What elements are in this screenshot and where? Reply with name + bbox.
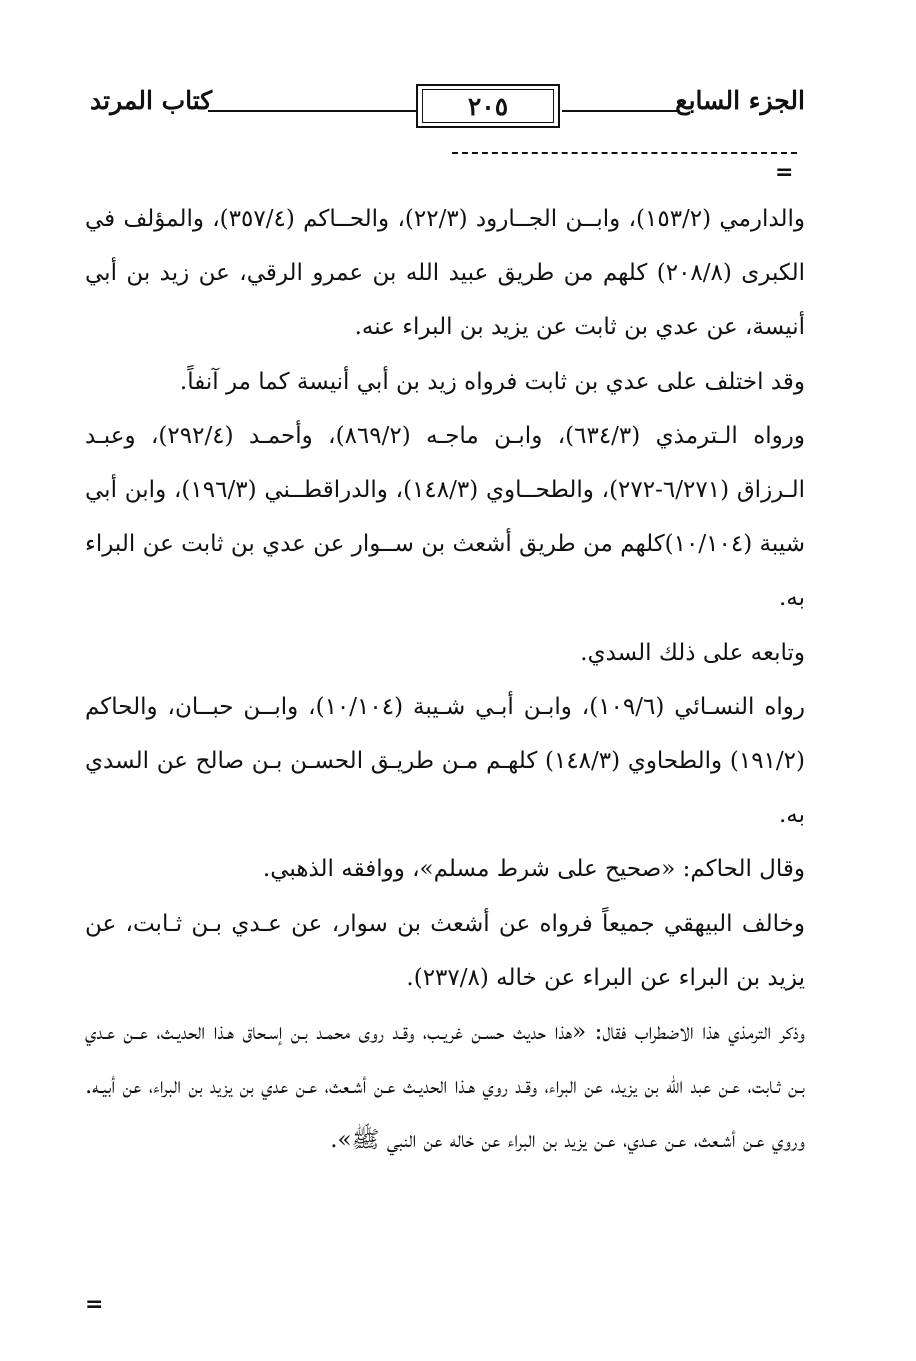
paragraph: رواه النسـائي (١٠٩/٦)، وابـن أبـي شـيبة (١٠/١٠٤)، وابــن حبــان، والحاكم (١٩١/٢) والطحاوي (١٤٨/٣) كلهـم مـن طريـق الحسـن بـن صالح عن السدي به. (85, 693, 805, 829)
page-number: ٢٠٥ (422, 89, 554, 123)
paragraph: والدارمي (١٥٣/٢)، وابــن الجــارود (٢٢/٣)، والحــاكم (٣٥٧/٤)، والمؤلف في الكبرى (٢٠٨/٨) كلهم من طريق عبيد الله بن عمرو الرقي، عن زيد بن أبي أنيسة، عن عدي بن ثابت عن يزيد بن البراء عنه. (85, 206, 805, 341)
footnote-separator (452, 152, 797, 154)
paragraph: وقال الحاكم: «صحيح على شرط مسلم»، ووافقه الذهبي. (262, 856, 805, 883)
book-title: كتاب المرتد (90, 86, 213, 115)
page-number-frame (416, 84, 560, 128)
paragraph: وقد اختلف على عدي بن ثابت فرواه زيد بن أبي أنيسة كما مر آنفاً. (179, 368, 805, 395)
header-rule-left (208, 110, 416, 112)
chapter-title: الجزء السابع (675, 86, 805, 115)
continuation-mark-bottom: = (85, 1292, 104, 1317)
header-rule-right (562, 110, 680, 112)
paragraph: وخالف البيهقي جميعاً فرواه عن أشعث بن سوار، عن عـدي بـن ثـابت، عن يزيد بن البراء عن البراء عن خاله (٢٣٧/٨). (85, 910, 805, 991)
page-header (90, 78, 805, 138)
paragraph: ورواه الـترمذي (٦٣٤/٣)، وابـن ماجـه (٨٦٩/٢)، وأحمـد (٢٩٢/٤)، وعبـد الـرزاق (٦/٢٧١-٢٧٢)، والطحــاوي (١٤٨/٣)، والدراقطــني (١٩٦/٣)، وابن أبي شيبة (١٠/١٠٤)كلهم من طريق أشعث بن ســوار عن عدي بن ثابت عن البراء به. (85, 422, 806, 612)
paragraph: وذكر الترمذي هذا الاضطراب فقال: «هذا حديث حسـن غريـب، وقـد روى محمـد بـن إسـحاق هـذا الحديـث، عــن عـدي بـن ثـابت، عـن عبد الله بن يزيد، عن البراء، وقـد روي هـذا الحديـث عـن أشـعث، عـن عدي بن يزيد بن البراء، عن أبيـه. وروي عـن أشـعث، عـن عـدي، عـن يزيد بن البراء عن خاله عن النبي ﷺ». (85, 1019, 805, 1154)
paragraph: وتابعه على ذلك السدي. (580, 639, 805, 666)
continuation-mark-top: = (775, 160, 794, 185)
footnote-body (85, 192, 805, 1168)
